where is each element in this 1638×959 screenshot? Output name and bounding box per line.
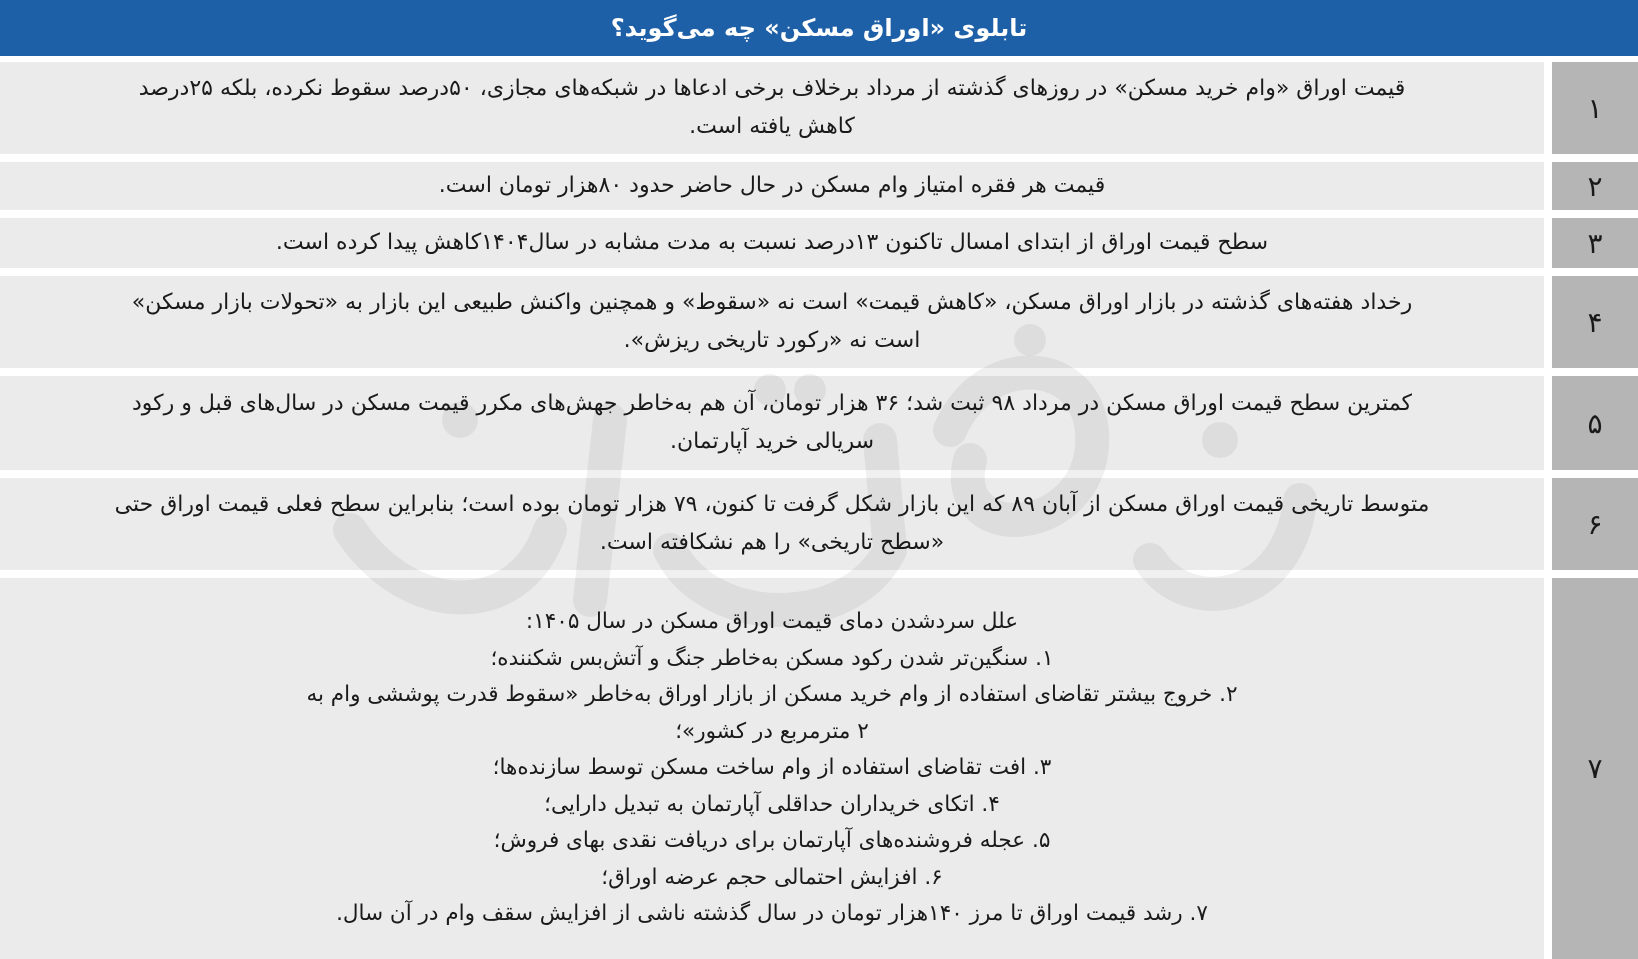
row-number: ۳: [1552, 218, 1638, 268]
row-line: «سطح تاریخی» را هم نشکافته است.: [599, 530, 945, 555]
list-heading: علل سردشدن دمای قیمت اوراق مسکن در سال ۱۴۰۵:: [525, 609, 1019, 635]
list-item: ۵. عجله فروشنده‌های آپارتمان برای دریافت نقدی بهای فروش؛: [493, 828, 1051, 854]
row-line: کمترین سطح قیمت اوراق مسکن در مرداد ۹۸ ثبت شد؛ ۳۶ هزار تومان، آن هم به‌خاطر جهش‌های مکرر قیمت مسکن در سال‌های قبل و رکود: [131, 391, 1413, 416]
row-text: [0, 376, 1544, 470]
row-line: متوسط تاریخی قیمت اوراق مسکن از آبان ۸۹ که این بازار شکل گرفت تا کنون، ۷۹ هزار تومان بوده است؛ بنابراین سطح فعلی قیمت اوراق حتی: [114, 492, 1430, 517]
row-line: است نه «رکورد تاریخی ریزش».: [623, 328, 921, 353]
row-text: [0, 276, 1544, 368]
table-row: [0, 478, 1638, 570]
list-item: ۲. خروج بیشتر تقاضای استفاده از وام خرید مسکن از بازار اوراق به‌خاطر «سقوط قدرت پوششی وام به: [306, 682, 1238, 708]
row-text: [0, 62, 1544, 154]
row-line: سریالی خرید آپارتمان.: [669, 429, 875, 454]
row-line: رخداد هفته‌های گذشته در بازار اوراق مسکن، «کاهش قیمت» است نه «سقوط» و همچنین واکنش طبیعی این بازار به «تحولات بازار مسکن»: [131, 290, 1413, 315]
list-item: ۲ مترمربع در کشور»؛: [675, 718, 869, 744]
table-row: [0, 62, 1638, 154]
row-number: ۶: [1552, 478, 1638, 570]
row-number: ۲: [1552, 162, 1638, 210]
table-title: تابلوی «اوراق مسکن» چه می‌گوید؟: [0, 0, 1638, 56]
row-number: ۴: [1552, 276, 1638, 368]
list-item: ۳. افت تقاضای استفاده از وام ساخت مسکن توسط سازنده‌ها؛: [492, 755, 1052, 781]
list-item: ۶. افزایش احتمالی حجم عرضه اوراق؛: [601, 864, 943, 890]
row-line: قیمت اوراق «وام خرید مسکن» در روزهای گذشته از مرداد برخلاف برخی ادعاها در شبکه‌های مجازی، ۵۰درصد سقوط نکرده، بلکه ۲۵درصد: [138, 76, 1406, 101]
row-line: قیمت هر فقره امتیاز وام مسکن در حال حاضر حدود ۸۰هزار تومان است.: [438, 173, 1106, 198]
table-row: [0, 162, 1638, 210]
row-line: کاهش یافته است.: [689, 114, 855, 139]
table-row: [0, 276, 1638, 368]
row-number: ۱: [1552, 62, 1638, 154]
list-item: ۷. رشد قیمت اوراق تا مرز ۱۴۰هزار تومان در سال گذشته ناشی از افزایش سقف وام در آن سال.: [336, 901, 1208, 927]
row-text: [0, 578, 1544, 959]
row-line: سطح قیمت اوراق از ابتدای امسال تاکنون ۱۳درصد نسبت به مدت مشابه در سال۱۴۰۴کاهش پیدا کرده است.: [275, 230, 1269, 255]
table-row: [0, 578, 1638, 959]
list-item: ۱. سنگین‌تر شدن رکود مسکن به‌خاطر جنگ و آتش‌بس شکننده؛: [490, 645, 1054, 671]
list-item: ۴. اتکای خریداران حداقلی آپارتمان به تبدیل دارایی؛: [544, 791, 1000, 817]
row-number: ۷: [1552, 578, 1638, 959]
table-row: [0, 218, 1638, 268]
row-text: [0, 218, 1544, 268]
row-number: ۵: [1552, 376, 1638, 470]
row-text: [0, 478, 1544, 570]
row-text: [0, 162, 1544, 210]
table-row: [0, 376, 1638, 470]
